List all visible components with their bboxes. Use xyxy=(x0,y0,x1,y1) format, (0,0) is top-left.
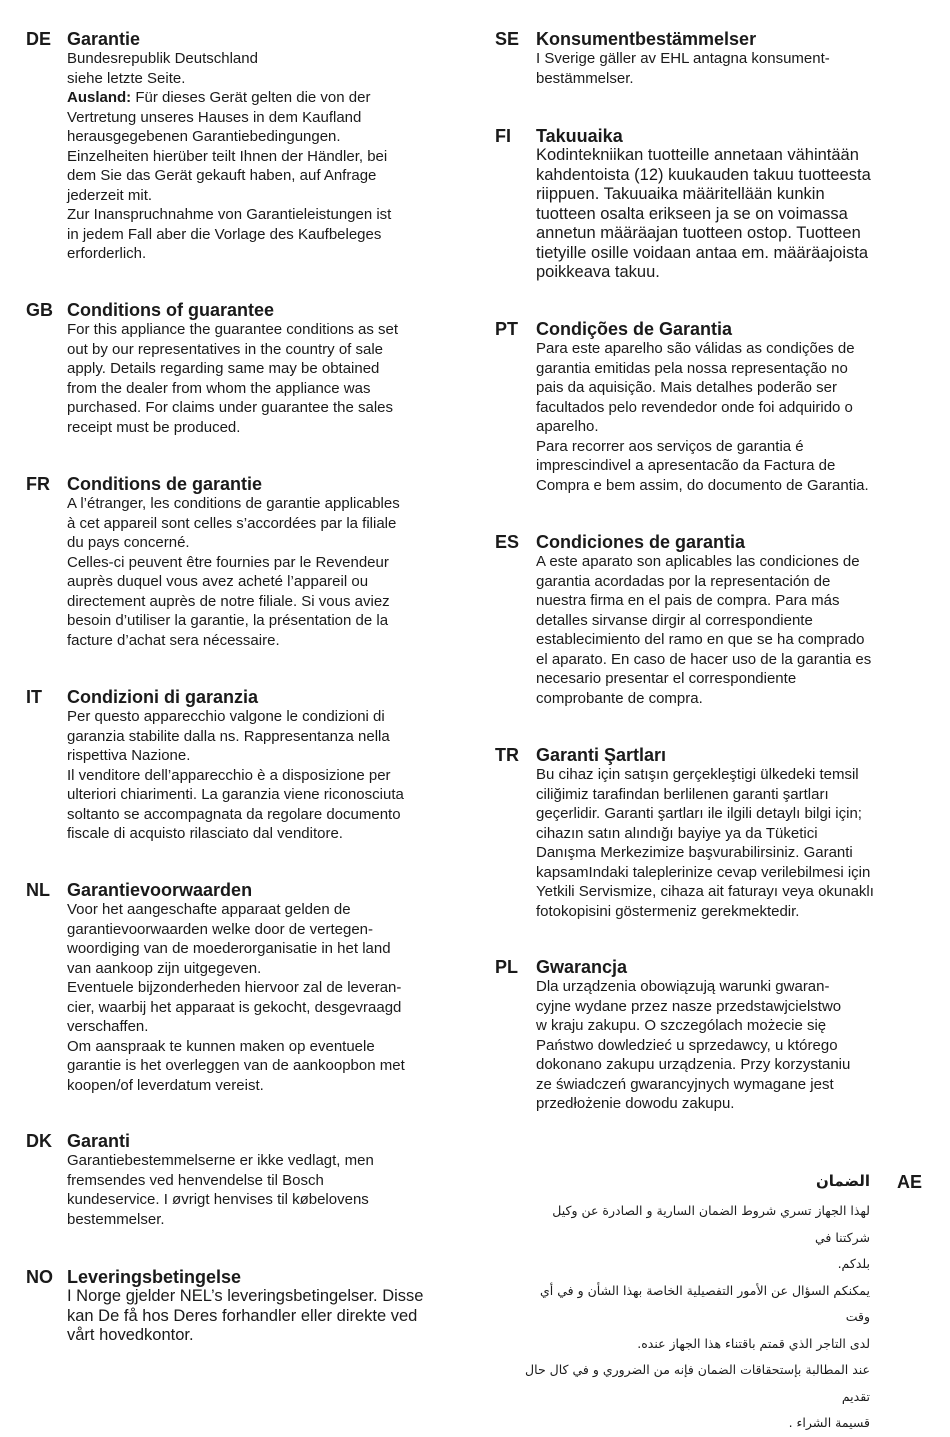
section-title: Konsumentbestämmelser xyxy=(536,29,757,49)
section-content xyxy=(536,957,936,1114)
section-title: Condições de Garantia xyxy=(536,319,733,339)
section-content xyxy=(536,532,936,708)
section-content xyxy=(536,29,936,88)
section-body xyxy=(67,49,467,264)
language-code: GB xyxy=(26,300,53,320)
section-body: I Norge gjelder NEL’s leveringsbetingelser. Disse kan De få hos Deres forhandler eller direkte ved vårt hovedkontor. xyxy=(67,1287,424,1344)
section-content xyxy=(67,880,467,1095)
section-content xyxy=(67,474,467,650)
language-code: SE xyxy=(495,29,520,49)
language-code: FI xyxy=(495,126,511,146)
body-bold-text: Ausland: xyxy=(67,89,132,106)
section-body: Dla urządzenia obowiązują warunki gwaran- cyjne wydane przez nasze przedstawjcielstwo w kraju zakupu. O szczególach możecie się Państwo dowledzieć u sprzedawcy, u którego dokonano zakupu urządzenia. Przy korzystaniu ze świadczeń gwarancyjnych wymagane jest przedłożenie dowodu zakupu. xyxy=(536,978,851,1112)
section-title: Condizioni di garanzia xyxy=(67,687,259,707)
body-text: Bundesrepublik Deutschland siehe letzte Seite. xyxy=(67,50,258,87)
section-body: لهذا الجهاز تسري شروط الضمان السارية و الصادرة عن وكيل شركتنا في بلدكم. يمكنكم السؤال عن الأمور التفصيلية الخاصة بهذا الشأن و في أي وقت لدى التاجر الذي قمتم باقتناء هذا الجهاز عنده. عند المطالبة بإستحقاقات الضمان فإنه من الضروري و في كال حال تقديم قسيمة الشراء . xyxy=(525,1203,870,1430)
language-code: PT xyxy=(495,319,519,339)
section-body: Garantiebestemmelserne er ikke vedlagt, men fremsendes ved henvendelse til Bosch kundeservice. I øvrigt henvises til købelovens bestemmelser. xyxy=(67,1152,374,1228)
section-title: Takuuaika xyxy=(536,126,623,146)
section-content xyxy=(536,126,936,283)
section-body: Para este aparelho são válidas as condições de garantia emitidas pela nossa representação no pais da aquisição. Mais detalhes poderão ser facultados pelo revendedor onde foi adquirido o aparelho. Para recorrer aos serviços de garantia é imprescindivel a apresentacão da Factura de Compra e bem assim, do documento de Garantia. xyxy=(536,340,869,494)
language-code: NO xyxy=(26,1267,53,1287)
language-code: DE xyxy=(26,29,52,49)
section-content xyxy=(67,1267,467,1346)
section-body: Kodintekniikan tuotteille annetaan vähintään kahdentoista (12) kuukauden takuu tuotteesta riippuen. Takuuaika määritellään kunkin tuotteen osalta erikseen ja se on voimassa annetun määräajan tuotteen ostop. Tuotteen tietyille osille voidaan antaa em. määräajoista poikkeava takuu. xyxy=(536,146,871,281)
language-code: FR xyxy=(26,474,50,494)
language-code: TR xyxy=(495,745,519,765)
body-text: Für dieses Gerät gelten die von der Vertretung unseres Hauses in dem Kaufland herausgegebenen Garantiebedingungen. Einzelheiten hierüber teilt Ihnen der Händler, bei dem Sie das Gerät gekauft haben, auf Anfrage jederzeit mit. Zur Inanspruchnahme von Garantieleistungen ist in jedem Fall aber die Vorlage des Kaufbeleges erforderlich. xyxy=(67,89,392,262)
language-code: IT xyxy=(26,687,42,707)
language-code: PL xyxy=(495,957,519,977)
section-title: Garantievoorwaarden xyxy=(67,880,253,900)
section-content xyxy=(67,687,467,844)
section-title: Garantie xyxy=(67,29,141,49)
language-code: ES xyxy=(495,532,520,552)
section-title: Garanti Şartları xyxy=(536,745,667,765)
section-content xyxy=(536,745,936,921)
section-title: Conditions de garantie xyxy=(67,474,263,494)
section-body: Voor het aangeschafte apparaat gelden de garantievoorwaarden welke door de vertegen- woordiging van de moederorganisatie in het land van aankoop zijn uitgegeven. Eventuele bijzonderheden hiervoor zal de leveran- cier, waarbij het apparaat is gekocht, desgevraagd verschaffen. Om aanspraak te kunnen maken op eventuele garantie is het overleggen van de aankoopbon met koopen/of leverdatum vereist. xyxy=(67,901,405,1094)
section-body: A este aparato son aplicables las condiciones de garantia acordadas por la representación de nuestra firma en el pais de compra. Para más detalles sirvanse dirgir al correspondiente establecimiento del ramo en que se ha comprado el aparato. En caso de hacer uso de la garantia es necesario presentar el correspondiente comprobante de compra. xyxy=(536,553,872,707)
section-body: A l’étranger, les conditions de garantie applicables à cet appareil sont celles s’accordées par la filiale du pays concerné. Celles-ci peuvent être fournies par le Revendeur auprès duquel vous avez acheté l’appareil ou directement auprès de notre filiale. Si vous aviez besoin d’utiliser la garantie, la présentation de la facture d’achat sera nécessaire. xyxy=(67,495,400,649)
section-content xyxy=(536,319,936,495)
section-content xyxy=(67,300,467,437)
section-body: I Sverige gäller av EHL antagna konsument- bestämmelser. xyxy=(536,50,830,87)
section-title: Leveringsbetingelse xyxy=(67,1267,242,1287)
section-title: الضمان xyxy=(815,1173,870,1190)
language-code: NL xyxy=(26,880,50,900)
section-title: Conditions of guarantee xyxy=(67,300,274,320)
section-body: Per questo apparecchio valgone le condizioni di garanzia stabilite dalla ns. Rappresentanza nella rispettiva Nazione. Il venditore dell’apparecchio è a disposizione per ulteriori chiarimenti. La garanzia viene riconosciuta soltanto se accompagnata da regolare documento fiscale di acquisto rilasciato dal venditore. xyxy=(67,708,404,842)
section-body: Bu cihaz için satışın gerçekleştigi ülkedeki temsil ciliğimiz tarafindan berlilenen garanti şartları geçerlidir. Garanti şartları ile ilgili detaylı bilgi için; cihazın satın alındığı bayiye ya da Tüketici Danışma Merkezimize başvurabilirsiniz. Garanti kapsamIndaki taleplerinize cevap verilebilmesi için Yetkili Servismize, cihaza ait faturayı veya okunaklı fotokopisini göstermeniz gerekmektedir. xyxy=(536,766,874,920)
section-content xyxy=(67,1131,467,1229)
section-body: For this appliance the guarantee conditions as set out by our representatives in the country of sale apply. Details regarding same may be obtained from the dealer from whom the appliance was purchased. For claims under guarantee the sales receipt must be produced. xyxy=(67,321,399,436)
section-title: Gwarancja xyxy=(536,957,628,977)
language-code: AE xyxy=(896,1172,922,1192)
section-content xyxy=(67,29,467,264)
section-title: Condiciones de garantia xyxy=(536,532,746,552)
language-code: DK xyxy=(26,1131,52,1151)
section-title: Garanti xyxy=(67,1131,131,1151)
